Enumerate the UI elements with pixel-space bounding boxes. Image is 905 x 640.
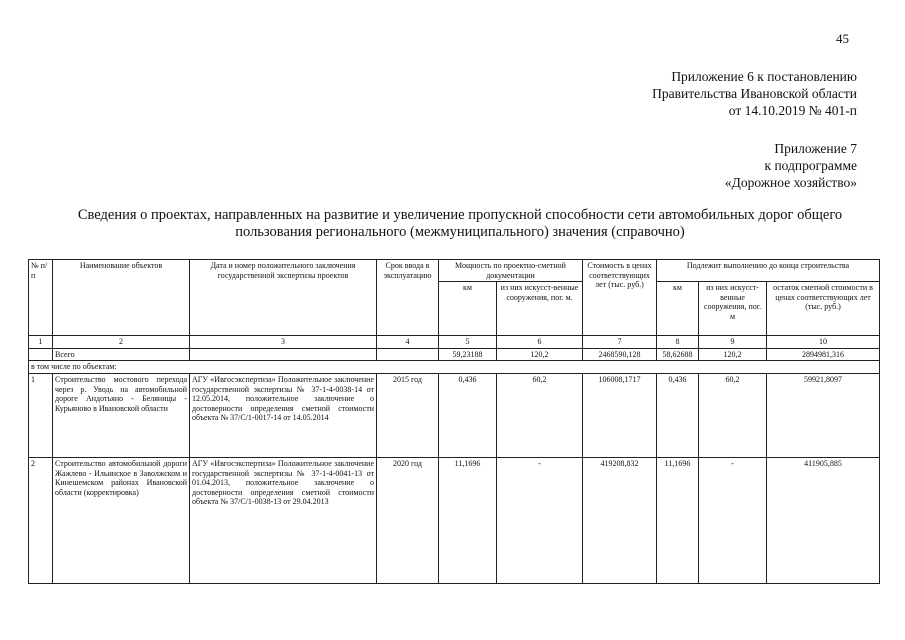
row-artificial: - — [497, 457, 583, 583]
column-number: 3 — [190, 336, 377, 349]
document-title — [70, 207, 850, 241]
row-cost: 419208,832 — [583, 457, 657, 583]
header-artificial-remaining: из них искусст-венные сооружения, пог. м — [699, 282, 767, 336]
column-number: 5 — [439, 336, 497, 349]
appendix-7-line-2: к подпрограмме — [764, 158, 857, 173]
appendix-7-header — [725, 140, 857, 191]
row-km-remaining: 11,1696 — [657, 457, 699, 583]
row-name: Строительство мостового перехода через р. Уводь на автомобильной дороге Андотьяно - Беляницы - Курьяново в Ивановской области — [53, 373, 190, 457]
header-remaining: Подлежит выполнению до конца строительства — [657, 260, 880, 282]
table-row — [29, 373, 880, 457]
row-conclusion: АГУ «Ивгосэкспертиза» Положительное заключение государственной экспертизы № 37-1-4-0041-13 от 01.04.2013, положительное заключение о достоверности определения сметной стоимости объекта № 37/С/1-0038-13 от 29.04.2013 — [190, 457, 377, 583]
row-num: 2 — [29, 457, 53, 583]
row-km-remaining: 0,436 — [657, 373, 699, 457]
row-artificial-remaining: 60,2 — [699, 373, 767, 457]
column-number: 1 — [29, 336, 53, 349]
header-conclusion: Дата и номер положительного заключения государственной экспертизы проектов — [190, 260, 377, 336]
appendix-6-line-3: от 14.10.2019 № 401-п — [728, 103, 857, 118]
column-number: 7 — [583, 336, 657, 349]
column-numbers-row — [29, 336, 880, 349]
total-artificial-remaining: 120,2 — [699, 348, 767, 361]
document-title-line-1: Сведения о проектах, направленных на развитие и увеличение пропускной способности сети автомобильных дорог общего — [77, 207, 843, 223]
row-artificial: 60,2 — [497, 373, 583, 457]
row-name: Строительство автомобильной дороги Жажлево - Ильинское в Заволжском и Кинешемском районах Ивановской области (корректировка) — [53, 457, 190, 583]
table-row — [29, 457, 880, 583]
appendix-6-header — [652, 68, 857, 119]
header-num: № п/п — [29, 260, 53, 336]
header-term: Срок ввода в эксплуатацию — [377, 260, 439, 336]
projects-table — [28, 259, 880, 584]
row-remaining-cost: 59921,8097 — [767, 373, 880, 457]
row-term: 2020 год — [377, 457, 439, 583]
header-name: Наименование объектов — [53, 260, 190, 336]
subheader-row — [29, 361, 880, 374]
appendix-7-line-3: «Дорожное хозяйство» — [724, 175, 857, 190]
header-km: км — [439, 282, 497, 336]
header-artificial: из них искусст-венные сооружения, пог. м. — [497, 282, 583, 336]
appendix-6-line-1: Приложение 6 к постановлению — [671, 69, 857, 84]
total-km: 59,23188 — [439, 348, 497, 361]
header-remaining-cost: остаток сметной стоимости в ценах соответствующих лет (тыс. руб.) — [767, 282, 880, 336]
row-term: 2015 год — [377, 373, 439, 457]
column-number: 6 — [497, 336, 583, 349]
total-remaining-cost: 2894981,316 — [767, 348, 880, 361]
header-cost: Стоимость в ценах соответствующих лет (тыс. руб.) — [583, 260, 657, 336]
row-num: 1 — [29, 373, 53, 457]
header-km-remaining: км — [657, 282, 699, 336]
total-cost: 2468590,128 — [583, 348, 657, 361]
column-number: 4 — [377, 336, 439, 349]
subheader-label: в том числе по объектам: — [29, 361, 880, 374]
appendix-6-line-2: Правительства Ивановской области — [652, 86, 857, 101]
column-number: 10 — [767, 336, 880, 349]
row-km: 0,436 — [439, 373, 497, 457]
column-number: 9 — [699, 336, 767, 349]
row-km: 11,1696 — [439, 457, 497, 583]
header-capacity: Мощность по проектно-сметной документации — [439, 260, 583, 282]
appendix-7-line-1: Приложение 7 — [774, 141, 857, 156]
column-number: 2 — [53, 336, 190, 349]
total-term-cell — [377, 348, 439, 361]
total-km-remaining: 58,62688 — [657, 348, 699, 361]
total-conclusion-cell — [190, 348, 377, 361]
total-artificial: 120,2 — [497, 348, 583, 361]
row-cost: 106008,1717 — [583, 373, 657, 457]
row-artificial-remaining: - — [699, 457, 767, 583]
row-conclusion: АГУ «Ивгосэкспертиза» Положительное заключение государственной экспертизы № 37-1-4-0038-14 от 12.05.2014, положительное заключение о достоверности определения сметной стоимости объекта № 37/С/1-0017-14 от 14.05.2014 — [190, 373, 377, 457]
row-remaining-cost: 411905,885 — [767, 457, 880, 583]
document-title-line-2: пользования регионального (межмуниципального) значения (справочно) — [235, 224, 685, 240]
page-number: 45 — [836, 31, 849, 46]
total-num-cell — [29, 348, 53, 361]
total-row — [29, 348, 880, 361]
column-number: 8 — [657, 336, 699, 349]
total-label: Всего — [53, 348, 190, 361]
